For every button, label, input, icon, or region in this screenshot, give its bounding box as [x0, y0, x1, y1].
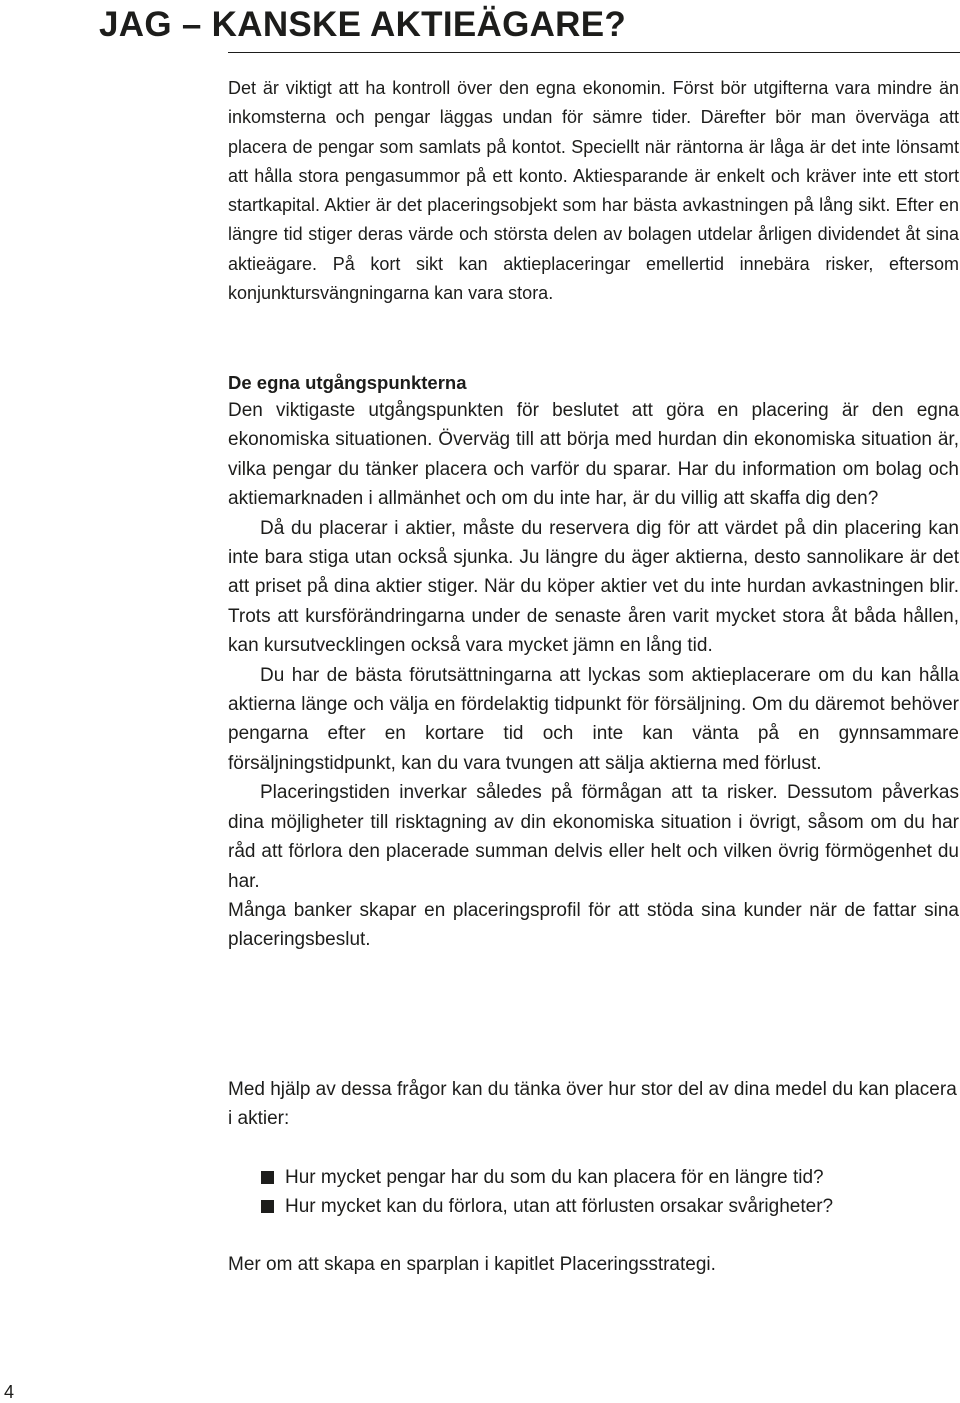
section-body	[228, 396, 959, 955]
page-number: 4	[4, 1382, 15, 1402]
intro-paragraph: Det är viktigt att ha kontroll över den egna ekonomin. Först bör utgifterna vara mindre än inkomsterna och pengar läggas undan för sämre tider. Därefter bör man överväga att placera de pengar som samlats på kontot. Speciellt när räntorna är låga är det inte lönsamt att hålla stora pengasummor på ett konto. Aktiesparande är enkelt och kräver inte ett stort startkapital. Aktier är det placeringsobjekt som har bästa avkastningen på lång sikt. Efter en längre tid stiger deras värde och största delen av bolagen utdelar årligen dividendet åt sina aktieägare. På kort sikt kan aktieplaceringar emellertid innebära risker, eftersom konjunktursvängningarna kan vara stora.	[228, 78, 959, 304]
square-bullet-icon	[261, 1171, 274, 1184]
section-paragraph-1: Den viktigaste utgångspunkten för beslutet att göra en placering är den egna ekonomiska situationen. Överväg till att börja med hurdan din ekonomiska situation är, vilka pengar du tänker placera och varför du sparar. Har du information om bolag och aktiemarknaden i allmänhet och om du inte har, är du villig att skaffa dig den?	[228, 400, 959, 510]
section-paragraph-3: Du har de bästa förutsättningarna att lyckas som aktieplacerare om du kan hålla aktierna länge och välja en fördelaktig tidpunkt för försäljning. Om du däremot behöver pengarna efter en kortare tid och inte kan vänta på en gynnsammare försäljningstidpunkt, kan du vara tvungen att sälja aktierna med förlust.	[228, 664, 959, 774]
questions-intro: Med hjälp av dessa frågor kan du tänka över hur stor del av dina medel du kan placera i aktier:	[228, 1079, 957, 1130]
list-item	[228, 1163, 833, 1192]
closing-note: Mer om att skapa en sparplan i kapitlet Placeringsstrategi.	[228, 1254, 716, 1275]
list-item-text: Hur mycket kan du förlora, utan att förlusten orsakar svårigheter?	[285, 1196, 834, 1218]
section-heading: De egna utgångspunkterna	[228, 372, 467, 393]
list-item-text: Hur mycket pengar har du som du kan placera för en längre tid?	[285, 1167, 824, 1188]
page-title: JAG – KANSKE AKTIEÄGARE?	[99, 5, 627, 44]
title-divider	[228, 52, 960, 53]
list-item	[228, 1192, 833, 1221]
section-paragraph-5: Många banker skapar en placeringsprofil för att stöda sina kunder när de fattar sina placeringsbeslut.	[228, 899, 959, 951]
question-list	[228, 1163, 833, 1222]
section-paragraph-4: Placeringstiden inverkar således på förmågan att ta risker. Dessutom påverkas dina möjligheter till risktagning av din ekonomiska situation i övrigt, såsom om du har råd att förlora den placerade summan delvis eller helt och vilken övrig förmögenhet du har.	[228, 782, 959, 892]
square-bullet-icon	[261, 1200, 274, 1213]
section-paragraph-2: Då du placerar i aktier, måste du reservera dig för att värdet på din placering kan inte bara stiga utan också sjunka. Ju längre du äger aktierna, desto sannolikare är det att priset på dina aktier stiger. När du köper aktier vet du inte hurdan avkastningen blir. Trots att kursförändringarna under de senaste åren varit mycket stora åt båda hållen, kan kursutvecklingen också vara mycket jämn en lång tid.	[228, 517, 959, 657]
